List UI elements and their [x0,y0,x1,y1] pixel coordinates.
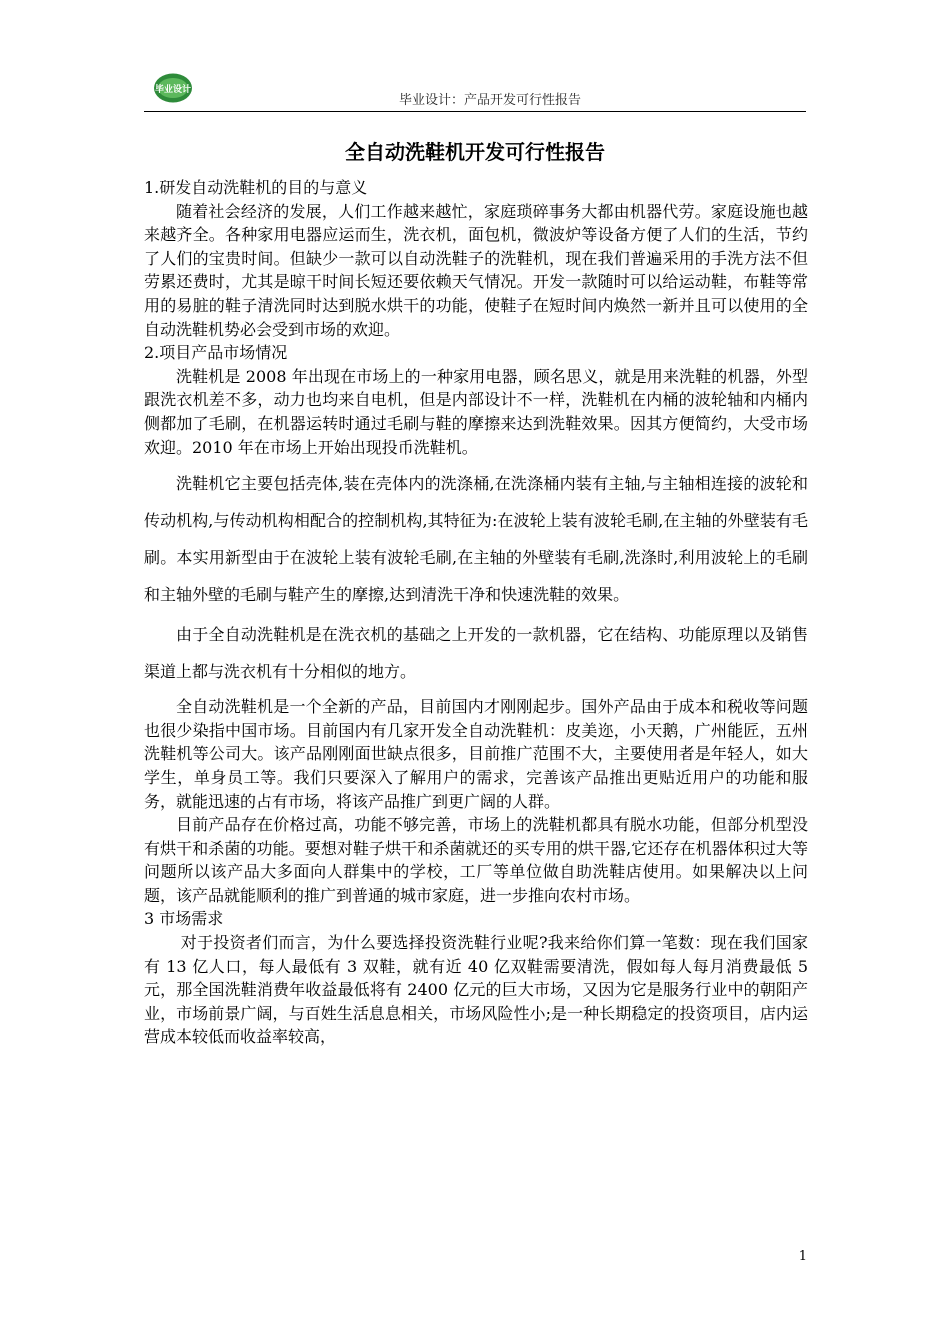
paragraph: 由于全自动洗鞋机是在洗衣机的基础之上开发的一款机器，它在结构、功能原理以及销售渠道上都与洗衣机有十分相似的地方。 [144,625,808,682]
section-heading-3: 3 市场需求 [144,909,224,929]
section-heading-1: 1.研发自动洗鞋机的目的与意义 [144,178,368,197]
paragraph: 对于投资者们而言，为什么要选择投资洗鞋行业呢?我来给你们算一笔数：现在我们国家有 13 亿人口，每人最低有 3 双鞋，就有近 40 亿双鞋需要清洗，假如每人每月消费最低 5 元，那全国洗鞋消费年收益最低将有 2400 亿元的巨大市场，又因为它是服务行业中的朝阳产业，市场前景广阔，与百姓生活息息相关，市场风险性小;是一种长期稳定的投资项目，店内运营成本较低而收益率较高， [144,933,808,1047]
section-heading-2: 2.项目产品市场情况 [144,343,288,363]
document-body [144,176,808,1049]
paragraph: 目前产品存在价格过高，功能不够完善，市场上的洗鞋机都具有脱水功能，但部分机型没有烘干和杀菌的功能。要想对鞋子烘干和杀菌就还的买专用的烘干器,它还存在机器体积过大等问题所以该产品大多面向人群集中的学校，工厂等单位做自助洗鞋店使用。如果解决以上问题，该产品就能顺利的推广到普通的城市家庭，进一步推向农村市场。 [144,815,808,905]
paragraph: 随着社会经济的发展，人们工作越来越忙，家庭琐碎事务大都由机器代劳。家庭设施也越来越齐全。各种家用电器应运而生，洗衣机，面包机，微波炉等设备方便了人们的生活，节约了人们的宝贵时间。但缺少一款可以自动洗鞋子的洗鞋机，现在我们普遍采用的手洗方法不但劳累还费时，尤其是晾干时间长短还要依赖天气情况。开发一款随时可以给运动鞋，布鞋等常用的易脏的鞋子清洗同时达到脱水烘干的功能，使鞋子在短时间内焕然一新并且可以使用的全自动洗鞋机势必会受到市场的欢迎。 [144,201,808,339]
logo-text: 毕业设计 [154,85,192,95]
paragraph: 洗鞋机它主要包括壳体,装在壳体内的洗涤桶,在洗涤桶内装有主轴,与主轴相连接的波轮和传动机构,与传动机构相配合的控制机构,其特征为:在波轮上装有波轮毛刷,在主轴的外壁装有毛刷。本实用新型由于在波轮上装有波轮毛刷,在主轴的外壁装有毛刷,洗涤时,利用波轮上的毛刷和主轴外壁的毛刷与鞋产生的摩擦,达到清洗干净和快速洗鞋的效果。 [144,474,808,605]
page-number: 1 [798,1249,807,1264]
paragraph: 全自动洗鞋机是一个全新的产品，目前国内才刚刚起步。国外产品由于成本和税收等问题也很少染指中国市场。目前国内有几家开发全自动洗鞋机：皮美迩，小天鹅，广州能匠，五州洗鞋机等公司大。该产品刚刚面世缺点很多，目前推广范围不大，主要使用者是年轻人，如大学生，单身员工等。我们只要深入了解用户的需求，完善该产品推出更贴近用户的功能和服务，就能迅速的占有市场，将该产品推广到更广阔的人群。 [144,697,808,811]
document-title: 全自动洗鞋机开发可行性报告 [345,140,605,164]
paragraph: 洗鞋机是 2008 年出现在市场上的一种家用电器，顾名思义，就是用来洗鞋的机器，外型跟洗衣机差不多，动力也均来自电机，但是内部设计不一样，洗鞋机在内桶的波轮轴和内桶内侧都加了毛刷，在机器运转时通过毛刷与鞋的摩擦来达到洗鞋效果。因其方便简约，大受市场欢迎。2010 年在市场上开始出现投币洗鞋机。 [144,366,808,457]
running-header: 毕业设计：产品开发可行性报告 [398,93,581,108]
header-divider [144,111,806,112]
